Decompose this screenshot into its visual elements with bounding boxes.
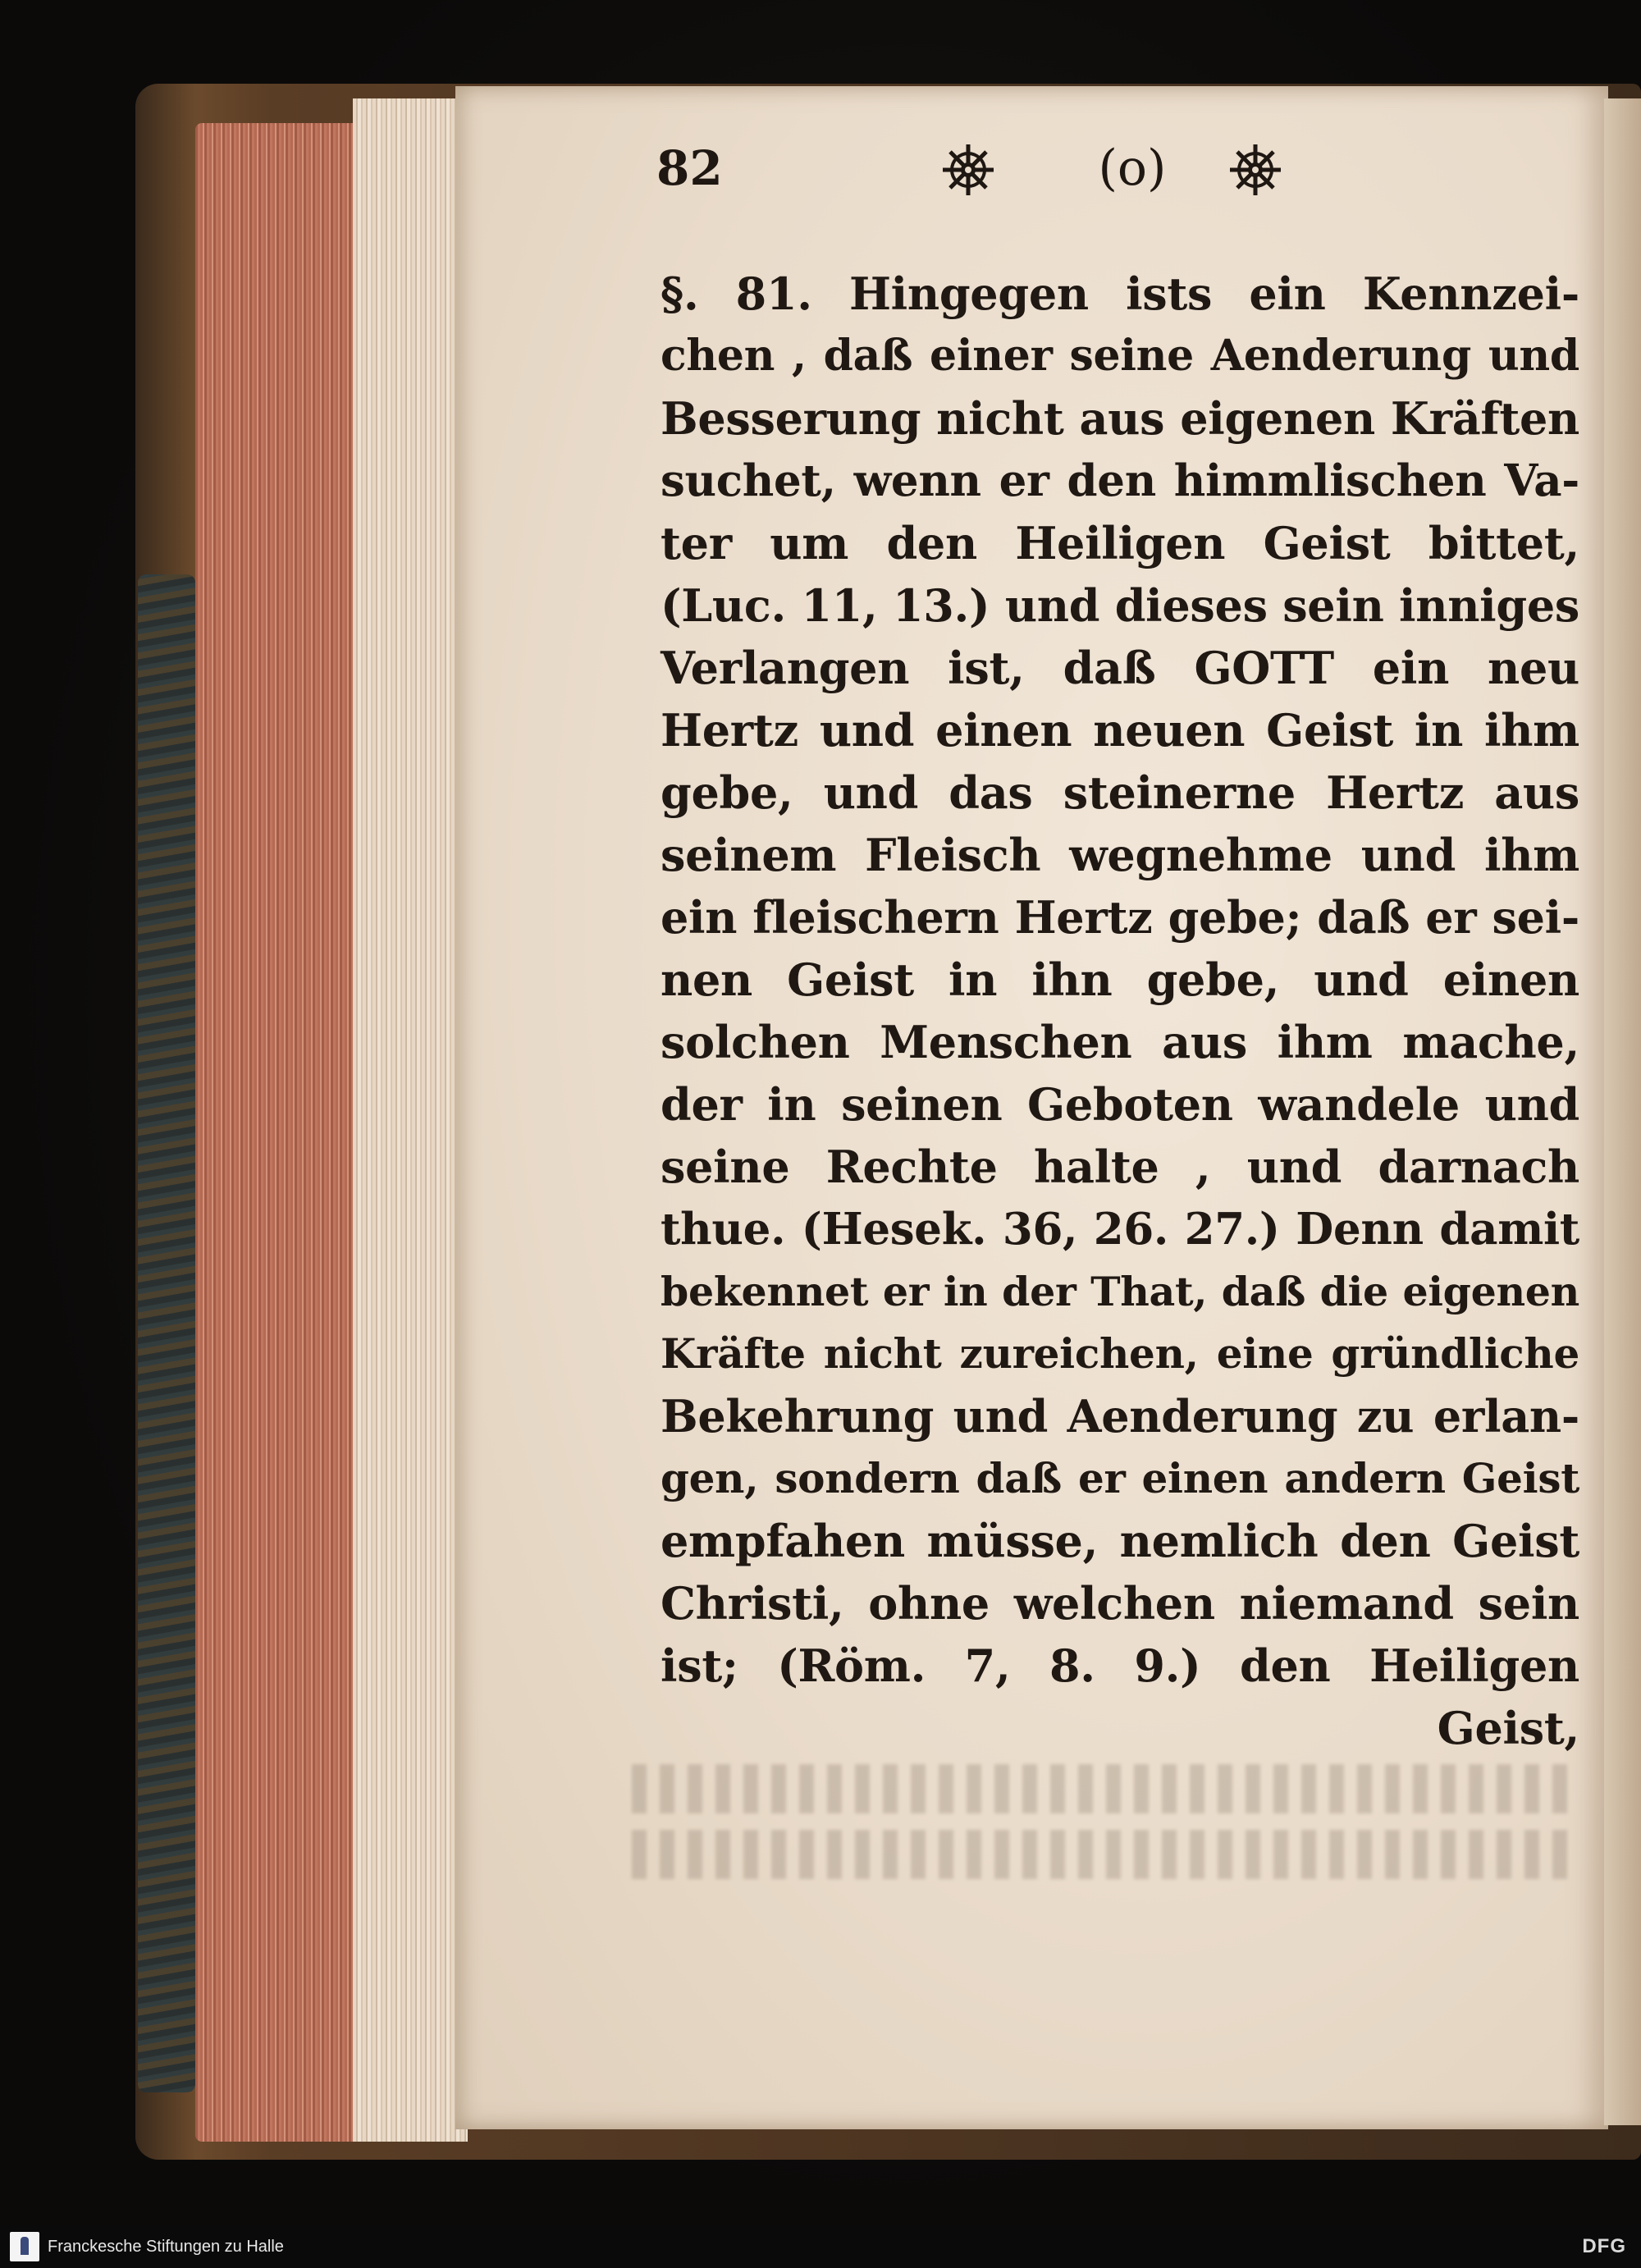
text-line: suchet, wenn er den himmlischen Va-: [661, 455, 1579, 506]
marbled-cover: [138, 574, 195, 2092]
text-line: bekennet er in der That, daß die eigenen: [661, 1268, 1579, 1315]
body-text: [661, 263, 1579, 1759]
page-right-edge: [1604, 98, 1641, 2125]
text-line: (Luc. 11, 13.) und dieses sein inniges: [661, 579, 1579, 632]
text-line: Christi, ohne welchen niemand sein: [661, 1577, 1579, 1630]
rosette-ornament-icon: [939, 141, 997, 199]
text-line: empfahen müsse, nemlich den Geist: [661, 1515, 1579, 1567]
text-line: nen Geist in ihn gebe, und einen: [661, 953, 1579, 1006]
text-line: ter um den Heiligen Geist bittet,: [661, 517, 1579, 569]
text-line: thue. (Hesek. 36, 26. 27.) Denn damit: [661, 1204, 1579, 1255]
text-line: Hertz und einen neuen Geist in ihm: [661, 704, 1579, 757]
text-line: Bekehrung und Aenderung zu erlan-: [661, 1390, 1579, 1443]
institution-name: Franckesche Stiftungen zu Halle: [48, 2238, 284, 2256]
viewer-footer: [0, 2225, 1641, 2268]
text-line: Kräfte nicht zureichen, eine gründliche: [661, 1329, 1579, 1378]
fore-edge-pages: [353, 98, 468, 2142]
text-line: solchen Menschen aus ihm mache,: [661, 1016, 1579, 1068]
text-line: chen , daß einer seine Aenderung und: [661, 331, 1579, 381]
show-through-text: [632, 1764, 1567, 1912]
text-line: gebe, und das steinerne Hertz aus: [661, 766, 1579, 819]
text-line: §. 81. Hingegen ists ein Kennzei-: [661, 267, 1579, 320]
funder-logo: DFG: [1582, 2235, 1626, 2257]
text-line: gen, sondern daß er einen andern Geist: [661, 1454, 1579, 1502]
page-number: 82: [656, 140, 723, 196]
running-head: [656, 131, 1313, 213]
institution-logo-icon: [10, 2232, 39, 2261]
text-line: ein fleischern Hertz gebe; daß er sei-: [661, 891, 1579, 944]
text-line: der in seinen Geboten wandele und: [661, 1078, 1579, 1131]
text-line: Besserung nicht aus eigenen Kräften: [661, 392, 1579, 445]
center-sign: (o): [1098, 139, 1167, 197]
text-line: ist; (Röm. 7, 8. 9.) den Heiligen: [661, 1639, 1579, 1692]
text-line: seinem Fleisch wegnehme und ihm: [661, 829, 1579, 881]
catchword: Geist,: [1437, 1702, 1579, 1754]
text-line: Verlangen ist, daß GOTT ein neu: [661, 642, 1579, 694]
rosette-ornament-icon: [1227, 141, 1284, 199]
text-line: seine Rechte halte , und darnach: [661, 1141, 1579, 1193]
